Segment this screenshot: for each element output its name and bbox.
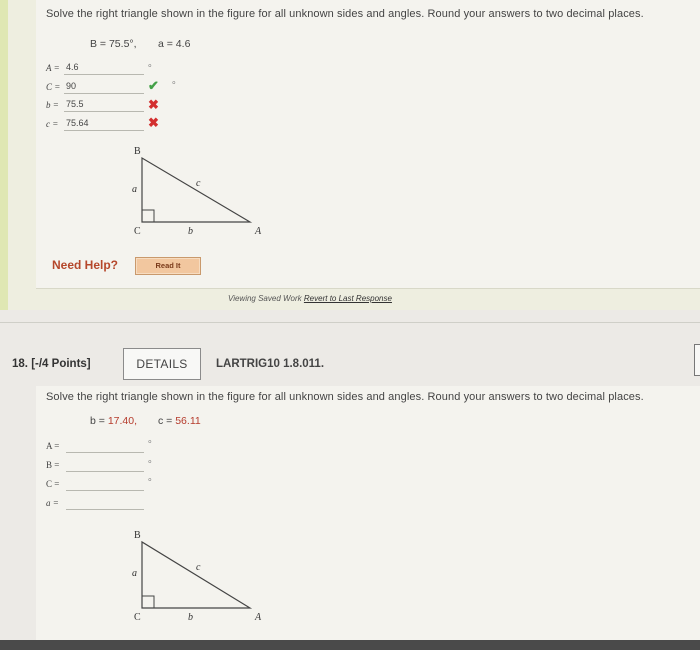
q17-label-A: A = [46, 63, 60, 73]
q18-label-C: C = [46, 479, 60, 489]
question-number [12, 358, 91, 370]
triangle-vertex-A: A [255, 612, 262, 623]
read-it-button[interactable]: Read It [135, 257, 201, 275]
q18-given-b-num: 17.40, [107, 415, 138, 427]
need-help-label: Need Help? [52, 258, 119, 272]
side-panel-toggle[interactable] [694, 344, 700, 376]
triangle-side-c: c [196, 178, 201, 189]
dot-icon: ∘ [147, 436, 153, 446]
q18-label-B: B = [46, 460, 60, 470]
q17-label-c: c = [46, 119, 59, 129]
triangle-vertex-B: B [134, 146, 141, 157]
triangle-side-b: b [188, 612, 193, 623]
revert-link[interactable]: Revert to Last Response [303, 294, 392, 303]
triangle-side-a: a [132, 568, 137, 579]
q17-given-a: a = 4.6 [158, 38, 191, 50]
question-divider [0, 322, 700, 323]
q17-label-C: C = [46, 82, 61, 92]
triangle-figure [130, 150, 270, 240]
triangle-vertex-C: C [134, 226, 141, 237]
question-number-text: 18. [12, 358, 28, 370]
q18-given-c-num: 56.11 [175, 415, 201, 427]
q18-label-A: A = [46, 441, 60, 451]
q17-answer-C[interactable]: 90 [64, 79, 144, 94]
viewing-saved-work-text: Viewing Saved Work [228, 294, 302, 303]
q18-given-b [90, 415, 137, 427]
viewing-saved-work [228, 294, 392, 303]
q17-label-b: b = [46, 100, 59, 110]
check-icon: ✔ [148, 78, 159, 93]
dot-icon: ∘ [171, 77, 177, 87]
q17-answer-c[interactable]: 75.64 [64, 116, 144, 131]
q17-prompt: Solve the right triangle shown in the figure for all unknown sides and angles. Round your answers to two decimal places. [46, 8, 644, 20]
triangle-vertex-C: C [134, 612, 141, 623]
cross-icon: ✖ [148, 115, 159, 130]
bottom-edge [0, 640, 700, 650]
triangle-side-a: a [132, 184, 137, 195]
triangle-figure [130, 536, 270, 626]
triangle-side-b: b [188, 226, 193, 237]
question-code: LARTRIG10 1.8.011. [216, 358, 325, 370]
dot-icon: ∘ [147, 474, 153, 484]
q18-prompt: Solve the right triangle shown in the figure for all unknown sides and angles. Round your answers to two decimal places. [46, 391, 644, 403]
question-points: [-/4 Points] [31, 358, 91, 370]
q18-answer-A[interactable] [66, 438, 144, 453]
q18-given-c [158, 415, 201, 427]
triangle-vertex-B: B [134, 530, 141, 541]
triangle-vertex-A: A [255, 226, 262, 237]
triangle-side-c: c [196, 562, 201, 573]
q18-answer-a[interactable] [66, 495, 144, 510]
q18-answer-B[interactable] [66, 457, 144, 472]
correctness-bar [0, 0, 8, 310]
q18-given-c-prefix: c = [158, 415, 176, 427]
q17-answer-b[interactable]: 75.5 [64, 97, 144, 112]
cross-icon: ✖ [148, 97, 159, 112]
details-button[interactable]: DETAILS [123, 348, 201, 380]
q17-given-b: B = 75.5°, [90, 38, 137, 50]
q18-answer-C[interactable] [66, 476, 144, 491]
q17-answer-A[interactable]: 4.6 [64, 60, 144, 75]
dot-icon: ∘ [147, 60, 153, 70]
q18-label-a: a = [46, 498, 59, 508]
q18-given-b-prefix: b = [90, 415, 108, 427]
dot-icon: ∘ [147, 456, 153, 466]
